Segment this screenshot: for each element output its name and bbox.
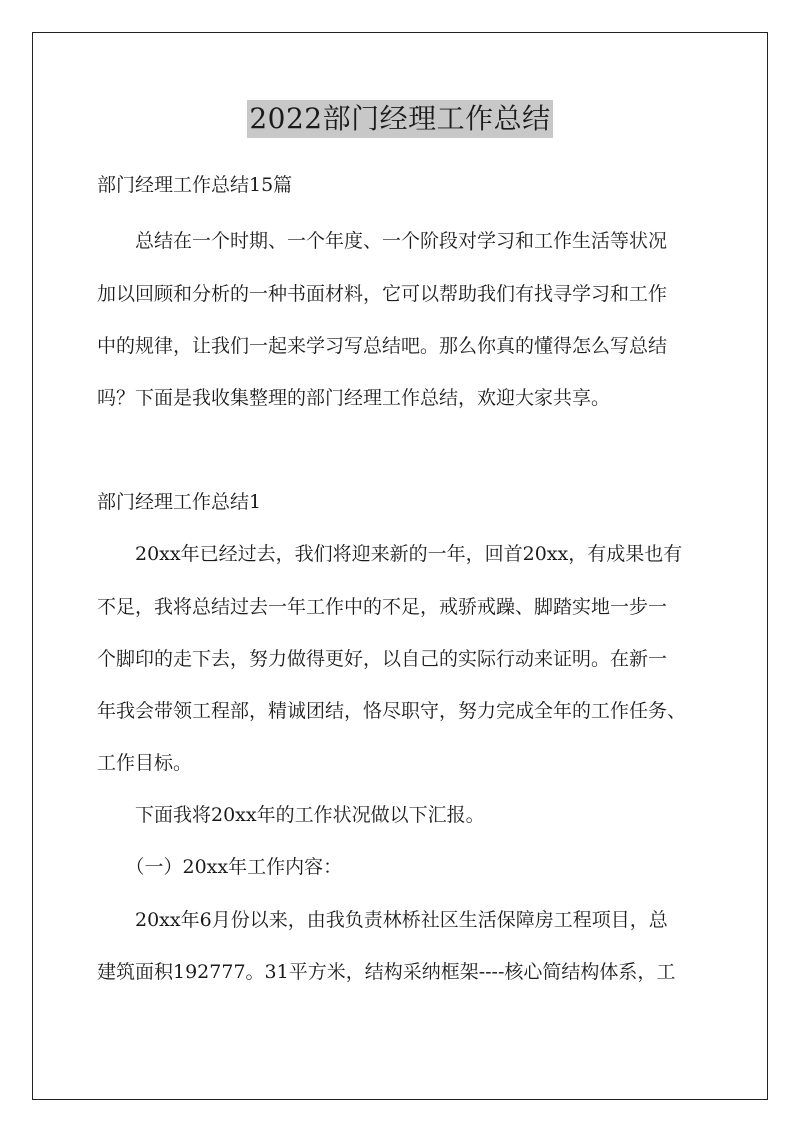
subtitle-line: 部门经理工作总结15篇 [97, 174, 293, 196]
paragraph-line: 建筑面积192777。31平方米，结构采纳框架----核心简结构体系，工 [97, 961, 676, 983]
paragraph-line: 加以回顾和分析的一种书面材料，它可以帮助我们有找寻学习和工作 [97, 283, 668, 305]
paragraph-line: 中的规律，让我们一起来学习写总结吧。那么你真的懂得怎么写总结 [97, 335, 668, 357]
paragraph-line: 总结在一个时期、一个年度、一个阶段对学习和工作生活等状况 [97, 230, 668, 252]
paragraph-line: 20xx年6月份以来，由我负责林桥社区生活保障房工程项目，总 [97, 909, 668, 931]
paragraph-line: 20xx年已经过去，我们将迎来新的一年，回首20xx，有成果也有 [97, 543, 683, 565]
paragraph-line: 年我会带领工程部，精诚团结，恪尽职守，努力完成全年的工作任务、 [97, 700, 687, 722]
paragraph-line: 吗？下面是我收集整理的部门经理工作总结，欢迎大家共享。 [97, 387, 611, 409]
document-title: 2022部门经理工作总结 [247, 100, 552, 138]
section-heading: 部门经理工作总结1 [97, 491, 262, 513]
paragraph-line: 工作目标。 [97, 752, 193, 774]
paragraph-line: 个脚印的走下去，努力做得更好，以自己的实际行动来证明。在新一 [97, 648, 668, 670]
paragraph-line: 下面我将20xx年的工作状况做以下汇报。 [97, 804, 485, 826]
paragraph-line: 不足，我将总结过去一年工作中的不足，戒骄戒躁、脚踏实地一步一 [97, 596, 668, 618]
paragraph-line: （一）20xx年工作内容： [97, 856, 343, 878]
title-container [0, 100, 800, 138]
